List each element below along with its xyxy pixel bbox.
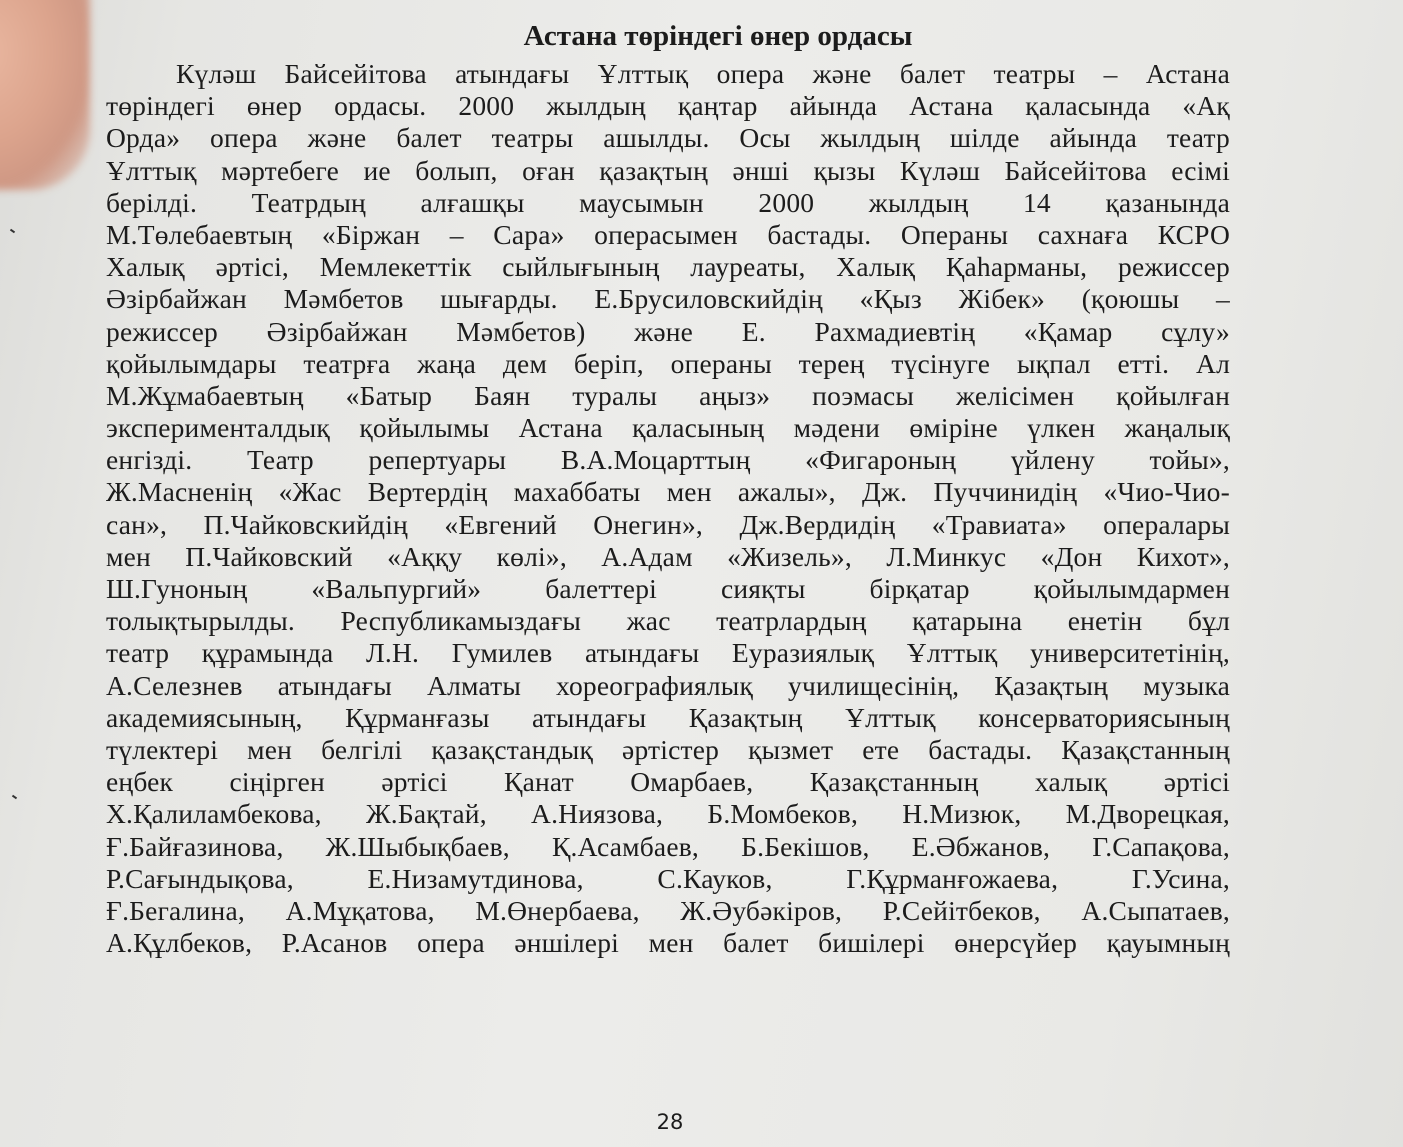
body-paragraph <box>106 58 1230 959</box>
text-line: толықтырылды. Республикамыздағы жас театрлардың қатарына енетін бұл <box>106 605 1230 637</box>
text-line: Орда» опера және балет театры ашылды. Осы жылдың шілде айында театр <box>106 122 1230 154</box>
text-line: театр құрамында Л.Н. Гумилев атындағы Еуразиялық Ұлттық университетінің, <box>106 637 1230 669</box>
text-line: Халық әртісі, Мемлекеттік сыйлығының лауреаты, Халық Қаһарманы, режиссер <box>106 251 1230 283</box>
text-line: Ж.Масненің «Жас Вертердің махаббаты мен ажалы», Дж. Пуччинидің «Чио-Чио- <box>106 476 1230 508</box>
text-line: Күләш Байсейітова атындағы Ұлттық опера және балет театры – Астана <box>176 58 1230 89</box>
text-line: академиясының, Құрманғазы атындағы Қазақтың Ұлттық консерваториясының <box>106 701 1230 733</box>
page-title: Астана төріндегі өнер ордасы <box>523 20 913 52</box>
text-line: қойылымдары театрға жаңа дем беріп, операны терең түсінуге ықпал етті. Ал <box>106 347 1230 379</box>
margin-mark <box>10 229 15 234</box>
text-line: Р.Сағындықова, Е.Низамутдинова, С.Кауков, Г.Құрманғожаева, Г.Усина, <box>106 862 1230 894</box>
text-line: сан», П.Чайковскийдің «Евгений Онегин», Дж.Вердидің «Травиата» опералары <box>106 508 1230 540</box>
text-line: режиссер Әзірбайжан Мәмбетов) және Е. Рахмадиевтің «Қамар сұлу» <box>106 315 1230 347</box>
text-line: еңбек сіңірген әртісі Қанат Омарбаев, Қазақстанның халық әртісі <box>106 766 1230 798</box>
finger-shadow <box>0 0 90 190</box>
margin-mark <box>12 795 17 800</box>
text-line: Ғ.Бегалина, А.Мұқатова, М.Өнербаева, Ж.Әубәкіров, Р.Сейітбеков, А.Сыпатаев, <box>106 894 1230 926</box>
text-line: Ғ.Байғазинова, Ж.Шыбықбаев, Қ.Асамбаев, Б.Бекішов, Е.Әбжанов, Г.Сапақова, <box>106 830 1230 862</box>
text-line: берілді. Театрдың алғашқы маусымын 2000 жылдың 14 қазанында <box>106 186 1230 218</box>
text-line: Х.Қалиламбекова, Ж.Бақтай, А.Ниязова, Б.Момбеков, Н.Мизюк, М.Дворецкая, <box>106 798 1230 830</box>
text-line: М.Жұмабаевтың «Батыр Баян туралы аңыз» поэмасы желісімен қойылған <box>106 379 1230 411</box>
book-page <box>106 18 1230 1143</box>
text-line: төріндегі өнер ордасы. 2000 жылдың қаңтар айында Астана қаласында «Ақ <box>106 90 1230 122</box>
page-number: 28 <box>656 1110 684 1134</box>
text-line: А.Селезнев атындағы Алматы хореографиялық училищесінің, Қазақтың музыка <box>106 669 1230 701</box>
text-line: енгізді. Театр репертуары В.А.Моцарттың «Фигароның үйлену тойы», <box>106 444 1230 476</box>
text-line: түлектері мен белгілі қазақстандық әртістер қызмет ете бастады. Қазақстанның <box>106 733 1230 765</box>
text-line: Әзірбайжан Мәмбетов шығарды. Е.Брусиловскийдің «Қыз Жібек» (қоюшы – <box>106 283 1230 315</box>
text-line: Ұлттық мәртебеге ие болып, оған қазақтың әнші қызы Күләш Байсейітова есімі <box>106 154 1230 186</box>
text-line: Ш.Гунoның «Вальпургий» балеттері сияқты бірқатар қойылымдармен <box>106 573 1230 604</box>
text-line: мен П.Чайковский «Аққу көлі», А.Адам «Жизель», Л.Минкус «Дон Кихот», <box>106 540 1230 572</box>
text-line: М.Төлебаевтың «Біржан – Сара» операсымен бастады. Операны сахнаға КСРО <box>106 218 1230 250</box>
text-line: эксперименталдық қойылымы Астана қаласының мәдени өміріне үлкен жаңалық <box>106 412 1230 444</box>
text-line: А.Құлбеков, Р.Асанов опера әншілері мен балет бишілері өнерсүйер қауымның <box>106 927 1230 959</box>
